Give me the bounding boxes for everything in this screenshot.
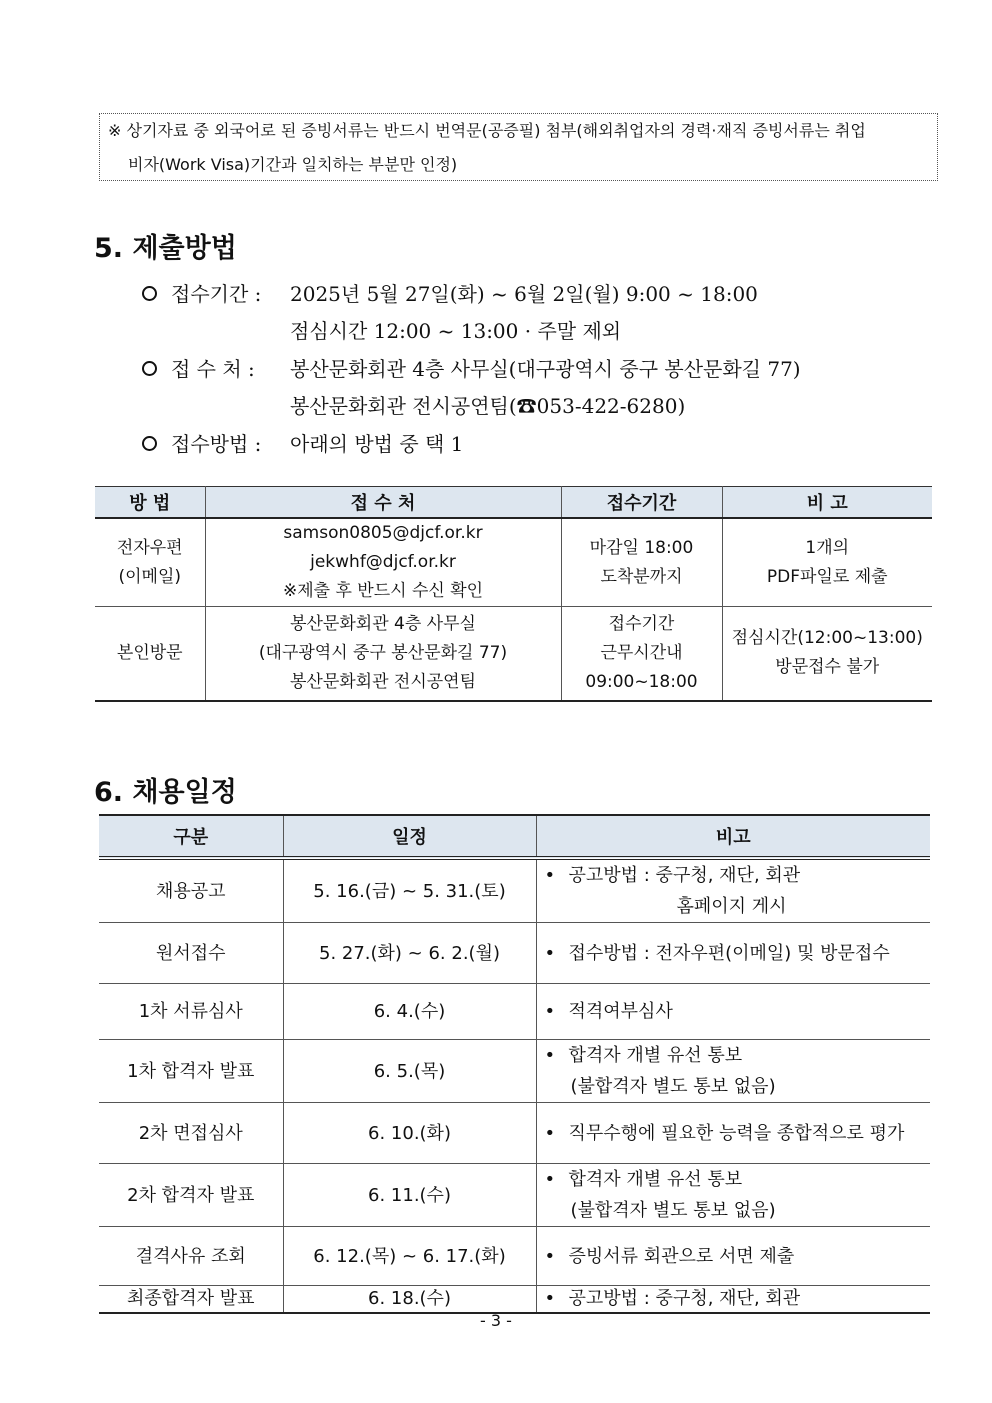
stage-cell: 채용공고 [99,858,283,923]
date-cell: 6. 5.(목) [283,1040,536,1103]
table-row [99,1164,930,1227]
date-cell: 5. 27.(화) ~ 6. 2.(월) [283,923,536,984]
bullet-icon: • [544,1287,556,1309]
circle-bullet-icon [142,286,157,301]
schedule-table [99,814,930,1314]
date-cell: 6. 11.(수) [283,1164,536,1227]
item-period: 접수기간 : [142,278,261,307]
circle-bullet-icon [142,361,157,376]
item-method: 접수방법 : [142,428,261,457]
stage-cell: 원서접수 [99,923,283,984]
header-method: 방 법 [95,487,205,519]
method-cell: 전자우편 (이메일) [95,518,205,607]
bullet-icon: • [544,1122,556,1144]
table-row [99,1286,930,1313]
header-place: 접 수 처 [205,487,561,519]
item-place-value: 봉산문화회관 4층 사무실(대구광역시 중구 봉산문화길 77) [290,357,801,381]
bullet-icon: • [544,1001,556,1022]
period-cell: 마감일 18:00 도착분까지 [561,518,722,607]
table-row [99,1103,930,1164]
notice-box [99,113,938,181]
table-row [99,923,930,984]
stage-cell: 1차 합격자 발표 [99,1040,283,1103]
stage-cell: 2차 합격자 발표 [99,1164,283,1227]
table-row [99,1227,930,1286]
table-row [99,1040,930,1103]
date-cell: 6. 12.(목) ~ 6. 17.(화) [283,1227,536,1286]
bullet-icon: • [544,1245,556,1267]
remark-cell: • 합격자 개별 유선 통보 (불합격자 별도 통보 없음) [536,1164,930,1227]
page-number: - 3 - [480,1311,512,1330]
section-5-title: 5. 제출방법 [94,233,237,264]
header-period: 접수기간 [561,487,722,519]
date-cell: 6. 18.(수) [283,1286,536,1313]
submission-table [95,486,932,702]
remark-cell: • 직무수행에 필요한 능력을 종합적으로 평가 [536,1103,930,1164]
date-cell: 6. 4.(수) [283,984,536,1040]
table-row [95,518,932,607]
note-cell: 1개의 PDF파일로 제출 [722,518,932,607]
remark-cell: • 적격여부심사 [536,984,930,1040]
item-place-extra: 봉산문화회관 전시공연팀(☎053-422-6280) [290,394,686,418]
table-row [95,607,932,701]
stage-cell: 최종합격자 발표 [99,1286,283,1313]
notice-line-2: 비자(Work Visa)기간과 일치하는 부분만 인정) [128,155,458,174]
note-cell: 점심시간(12:00~13:00) 방문접수 불가 [722,607,932,701]
section-6-title: 6. 채용일정 [94,777,237,808]
date-cell: 5. 16.(금) ~ 5. 31.(토) [283,858,536,923]
bullet-icon: • [544,942,556,964]
header-note: 비 고 [722,487,932,519]
item-period-extra: 점심시간 12:00 ~ 13:00 · 주말 제외 [290,319,622,343]
remark-cell: • 증빙서류 회관으로 서면 제출 [536,1227,930,1286]
date-cell: 6. 10.(화) [283,1103,536,1164]
period-cell: 접수기간 근무시간내 09:00~18:00 [561,607,722,701]
remark-cell: • 합격자 개별 유선 통보 (불합격자 별도 통보 없음) [536,1040,930,1103]
remark-cell: • 공고방법 : 중구청, 재단, 회관 홈페이지 게시 [536,858,930,923]
circle-bullet-icon [142,436,157,451]
table-row [99,858,930,923]
notice-line-1: ※ 상기자료 중 외국어로 된 증빙서류는 반드시 번역문(공증필) 첨부(해외취업자의 경력·재직 증빙서류는 취업 [108,121,866,140]
stage-cell: 1차 서류심사 [99,984,283,1040]
item-method-value: 아래의 방법 중 택 1 [290,432,464,456]
place-cell: 봉산문화회관 4층 사무실 (대구광역시 중구 봉산문화길 77) 봉산문화회관 전시공연팀 [205,607,561,701]
remark-cell: • 접수방법 : 전자우편(이메일) 및 방문접수 [536,923,930,984]
place-cell: samson0805@djcf.or.kr jekwhf@djcf.or.kr ※제출 후 반드시 수신 확인 [205,518,561,607]
bullet-icon: • [544,865,556,886]
bullet-icon: • [544,1045,556,1066]
item-period-value: 2025년 5월 27일(화) ~ 6월 2일(월) 9:00 ~ 18:00 [290,282,758,306]
method-cell: 본인방문 [95,607,205,701]
header-remark: 비고 [536,815,930,858]
stage-cell: 결격사유 조회 [99,1227,283,1286]
bullet-icon: • [544,1169,556,1190]
item-place: 접 수 처 : [142,353,255,382]
table-row [99,984,930,1040]
header-stage: 구분 [99,815,283,858]
header-date: 일정 [283,815,536,858]
stage-cell: 2차 면접심사 [99,1103,283,1164]
remark-cell: • 공고방법 : 중구청, 재단, 회관 [536,1286,930,1313]
